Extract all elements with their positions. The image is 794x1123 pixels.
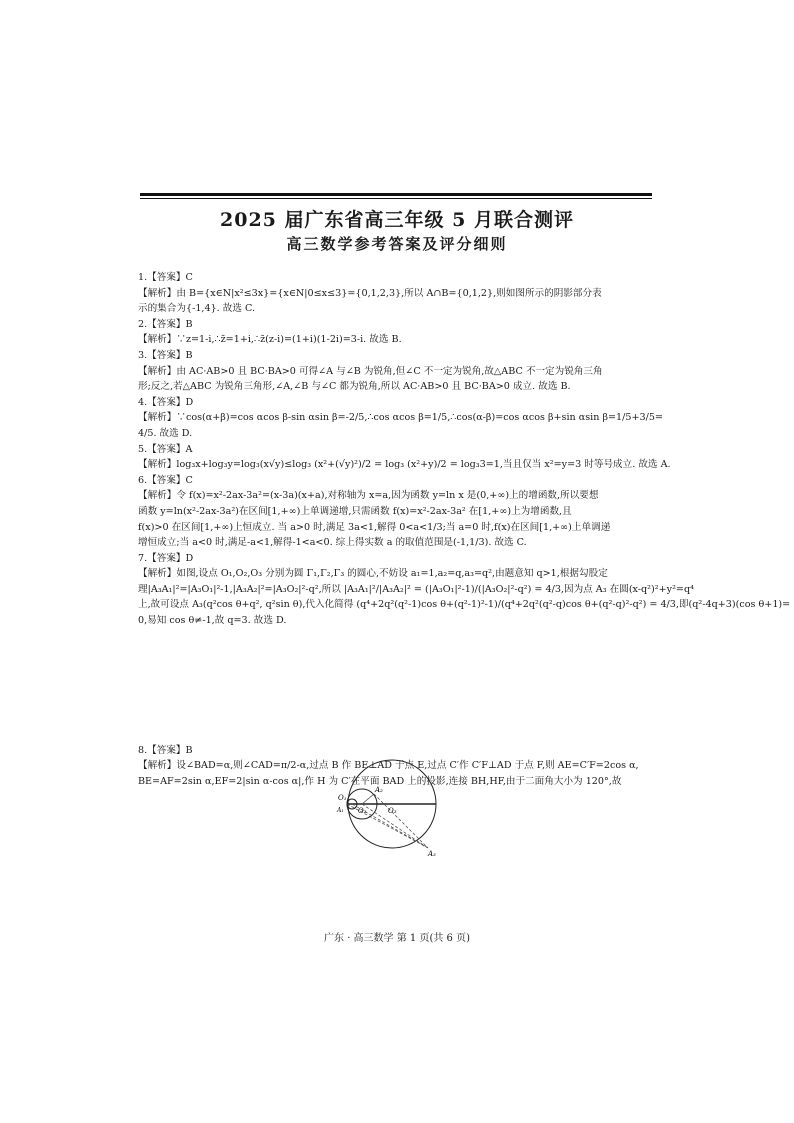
answer-label: 2.【答案】B (138, 318, 193, 330)
explanation-line: 【解析】由 AC·AB>0 且 BC·BA>0 可得∠A 与∠B 为锐角,但∠C 不一定为锐角,故△ABC 不一定为锐角三角 (138, 365, 603, 377)
explanation-line: 4/5. 故选 D. (138, 427, 193, 439)
figure-spacer (138, 629, 658, 743)
top-rule-thick (140, 193, 652, 196)
label-o3: O₃ (388, 807, 397, 815)
answer-label: 4.【答案】D (138, 396, 194, 408)
answer-label: 6.【答案】C (138, 474, 193, 486)
tangent-line-4 (374, 794, 428, 848)
explanation-line: 【解析】设∠BAD=α,则∠CAD=π/2-α,过点 B 作 BE⊥AD 于点 E,过点 C′作 C′F⊥AD 于点 F,则 AE=C′F=2cos α, (138, 760, 639, 772)
explanation-line: 0,易知 cos θ≠-1,故 q=3. 故选 D. (138, 615, 287, 627)
answer-label: 7.【答案】D (138, 552, 194, 564)
answer-label: 1.【答案】C (138, 272, 193, 283)
label-o2: O₂ (358, 807, 367, 815)
explanation-line: 增恒成立;当 a<0 时,满足-a<1,解得-1<a<0. 综上得实数 a 的取值范围是(-1,1/3). 故选 C. (138, 537, 527, 549)
answer-label: 5.【答案】A (138, 443, 193, 455)
explanation-line: 示的集合为{-1,4}. 故选 C. (138, 303, 256, 315)
answer-content (138, 270, 791, 789)
answer-label: 8.【答案】B (138, 744, 193, 756)
explanation-line: 【解析】如图,设点 O₁,O₂,O₃ 分别为圆 Γ₁,Γ₂,Γ₃ 的圆心,不妨设 a₁=1,a₂=q,a₃=q²,由题意知 q>1,根据勾股定 (138, 568, 608, 580)
explanation-line: 【解析】log₃x+log₃y=log₃(x√y)≤log₃ (x²+(√y)²)/2 = log₃ (x²+y)/2 = log₃3=1,当且仅当 x²=y=3 时等号成立. 故选 A. (138, 459, 671, 471)
explanation-line: 形;反之,若△ABC 为锐角三角形,∠A,∠B 与∠C 都为锐角,所以 AC·AB>0 且 BC·BA>0 成立. 故选 B. (138, 381, 571, 393)
explanation-line: 【解析】∵cos(α+β)=cos αcos β-sin αsin β=-2/5,∴cos αcos β=1/5,∴cos(α-β)=cos αcos β+sin αsin β=1/5+3/5= (138, 412, 664, 424)
explanation-line: f(x)>0 在区间[1,+∞)上恒成立. 当 a>0 时,满足 3a<1,解得 0<a<1/3;当 a=0 时,f(x)在区间[1,+∞)上单调递 (138, 521, 611, 533)
explanation-line: 【解析】∵z=1-i,∴z̄=1+i,∴z̄(z-i)=(1+i)(1-2i)=3-i. 故选 B. (138, 334, 402, 346)
label-a2: A₂ (375, 786, 383, 794)
label-o1: O₁ (338, 794, 347, 802)
explanation-line: BE=AF=2sin α,EF=2|sin α-cos α|,作 H 为 C′在平面 BAD 上的投影,连接 BH,HF,由于二面角大小为 120°,故 (138, 775, 622, 787)
page-subtitle: 高三数学参考答案及评分细则 (286, 235, 508, 253)
top-rule-thin (140, 198, 652, 199)
label-a1: A₁ (337, 807, 344, 814)
answer-label: 3.【答案】B (138, 349, 193, 361)
page-title: 2025 届广东省高三年级 5 月联合测评 (220, 209, 574, 231)
radius-line (362, 794, 374, 804)
explanation-line: 上,故可设点 A₃(q²cos θ+q², q²sin θ),代入化简得 (q⁴+2q²(q²-1)cos θ+(q²-1)²-1)/(q⁴+2q²(q²-q)cos θ+(q²-q)²-q²) = 4/3,即(q²-4q+3)(cos θ+1)= (138, 599, 791, 611)
explanation-line: 函数 y=ln(x²-2ax-3a²)在区间[1,+∞)上单调递增,只需函数 f(x)=x²-2ax-3a² 在[1,+∞)上为增函数,且 (138, 505, 572, 517)
circles-figure (336, 758, 456, 858)
label-a3: A₃ (428, 850, 436, 858)
explanation-line: 【解析】令 f(x)=x²-2ax-3a²=(x-3a)(x+a),对称轴为 x=a,因为函数 y=ln x 是(0,+∞)上的增函数,所以要想 (138, 490, 599, 502)
page-footer: 广东 · 高三数学 第 1 页(共 6 页) (324, 933, 470, 944)
explanation-line: 理|A₃A₁|²=|A₃O₁|²-1,|A₃A₂|²=|A₃O₂|²-q²,所以 |A₃A₁|²/|A₃A₂|² = (|A₃O₁|²-1)/(|A₃O₂|²-q²) = 4/3,因为点 A₃ 在圆(x-q²)²+y²=q⁴ (138, 583, 694, 595)
explanation-line: 【解析】由 B={x∈N|x²≤3x}={x∈N|0≤x≤3}={0,1,2,3},所以 A∩B={0,1,2},则如图所示的阴影部分表 (138, 287, 602, 299)
